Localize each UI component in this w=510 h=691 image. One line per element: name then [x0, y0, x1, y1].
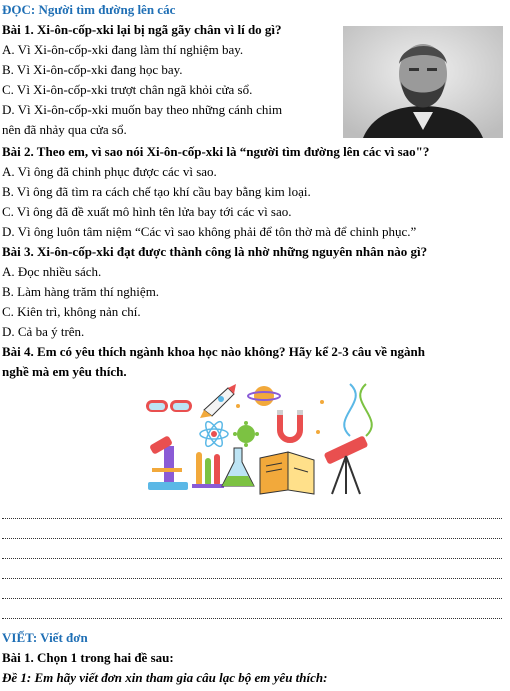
q3-option-d: D. Cả ba ý trên.	[2, 324, 85, 339]
goggles-icon	[146, 400, 192, 412]
q2-title: Bài 2. Theo em, vì sao nói Xi-ôn-cốp-xki là “người tìm đường lên các vì sao"?	[2, 144, 430, 159]
answer-line[interactable]	[2, 577, 502, 579]
q2-option-b: B. Vì ông đã tìm ra cách chế tạo khí cầu bay bằng kim loại.	[2, 184, 311, 199]
q1-title: Bài 1. Xi-ôn-cốp-xki lại bị ngã gãy chân vì lí do gì?	[2, 22, 282, 37]
virus-icon	[233, 421, 259, 447]
writing-heading: VIẾT: Viết đơn	[2, 630, 88, 645]
planet-icon	[248, 386, 280, 406]
book-icon	[260, 452, 314, 494]
flask-icon	[222, 448, 254, 486]
microscope-icon	[148, 435, 188, 490]
portrait-photo	[343, 26, 503, 138]
dna-icon	[344, 384, 372, 436]
magnet-icon	[277, 410, 303, 440]
q2-option-a: A. Vì ông đã chinh phục được các vì sao.	[2, 164, 217, 179]
test-tubes-icon	[192, 452, 224, 488]
reading-title: ĐỌC: Người tìm đường lên các	[2, 2, 176, 17]
q1-option-d: D. Vì Xi-ôn-cốp-xki muốn bay theo những cánh chim	[2, 102, 283, 117]
atom-icon	[200, 419, 228, 448]
writing-topic-1: Đề 1: Em hãy viết đơn xin tham gia câu lạc bộ em yêu thích:	[2, 670, 328, 685]
answer-line[interactable]	[2, 557, 502, 559]
q3-option-b: B. Làm hàng trăm thí nghiệm.	[2, 284, 160, 299]
rocket-icon	[200, 384, 236, 418]
q1-option-b: B. Vì Xi-ôn-cốp-xki đang học bay.	[2, 62, 183, 77]
q4-title-line1: Bài 4. Em có yêu thích ngành khoa học nào không? Hãy kể 2-3 câu về ngành	[2, 344, 425, 359]
q2-option-d: D. Vì ông luôn tâm niệm “Các vì sao không phải để tôn thờ mà để chinh phục.”	[2, 224, 417, 239]
answer-line[interactable]	[2, 517, 502, 519]
answer-line[interactable]	[2, 537, 502, 539]
q2-option-c: C. Vì ông đã đề xuất mô hình tên lửa bay tới các vì sao.	[2, 204, 292, 219]
answer-line[interactable]	[2, 597, 502, 599]
telescope-icon	[324, 435, 369, 494]
science-illustration	[142, 382, 376, 500]
q1-option-c: C. Vì Xi-ôn-cốp-xki trượt chân ngã khỏi cửa sổ.	[2, 82, 253, 97]
q1-option-d-continued: nên đã nhảy qua cửa sổ.	[2, 122, 127, 137]
q3-option-a: A. Đọc nhiều sách.	[2, 264, 102, 279]
q1-option-a: A. Vì Xi-ôn-cốp-xki đang làm thí nghiệm bay.	[2, 42, 244, 57]
writing-task: Bài 1. Chọn 1 trong hai đề sau:	[2, 650, 174, 665]
q4-title-line2: nghề mà em yêu thích.	[2, 364, 127, 379]
q3-option-c: C. Kiên trì, không nản chí.	[2, 304, 141, 319]
q3-title: Bài 3. Xi-ôn-cốp-xki đạt được thành công là nhờ những nguyên nhân nào gì?	[2, 244, 428, 259]
answer-line[interactable]	[2, 617, 502, 619]
